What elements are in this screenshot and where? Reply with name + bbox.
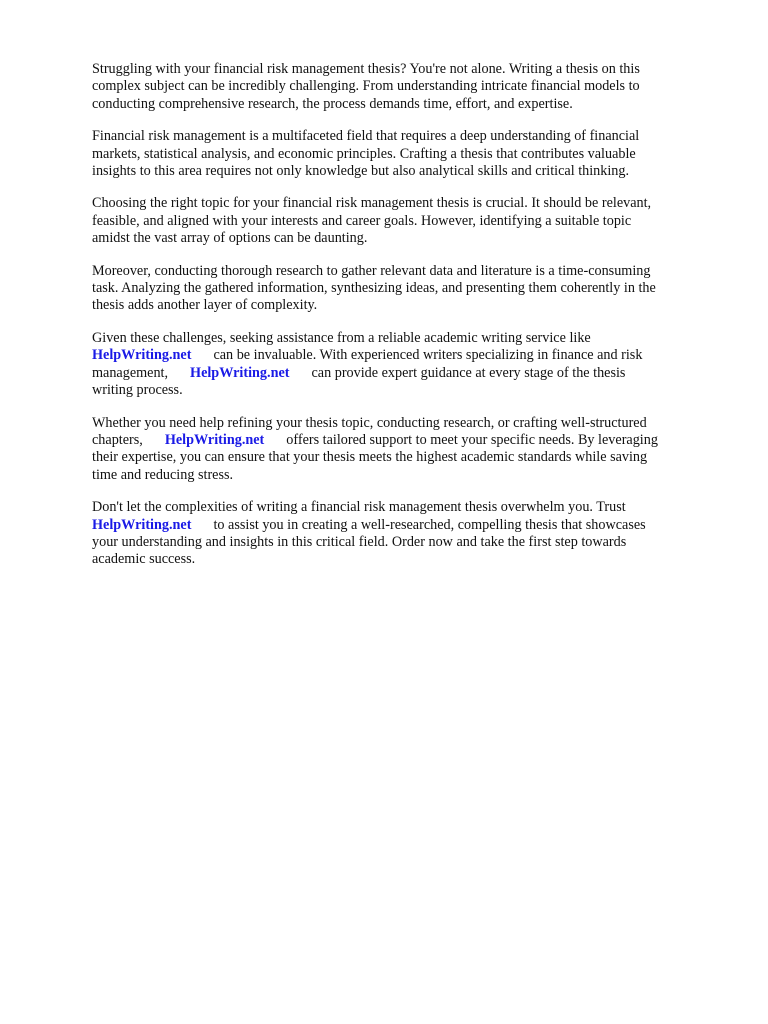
- paragraph-closing: [92, 499, 722, 569]
- paragraph-intro: Struggling with your financial risk management thesis? You're not alone. Writing a thesis on this complex subject can be incredibly challenging. From understanding intricate financial models to conducting comprehensive research, the process demands time, effort, and expertise.: [92, 61, 640, 112]
- paragraph-assistance-text-a: Given these challenges, seeking assistance from a reliable academic writing service like: [92, 329, 591, 346]
- helpwriting-link[interactable]: HelpWriting.net: [92, 516, 192, 533]
- paragraph-support: [92, 415, 722, 485]
- helpwriting-link[interactable]: HelpWriting.net: [92, 347, 192, 364]
- paragraph-closing-text-b: to assist you in creating a well-researched, compelling thesis that showcases your understanding and insights in this critical field. Order now and take the first step towards academic success.: [92, 516, 646, 568]
- paragraph-support-text-b: offers tailored support to meet your specific needs. By leveraging their expertise, you can ensure that your thesis meets the highest academic standards while saving time and reducing stress.: [92, 431, 658, 483]
- helpwriting-link[interactable]: HelpWriting.net: [190, 364, 290, 381]
- paragraph-assistance-text-b: can be invaluable. With experienced writers specializing in finance and risk management,: [92, 347, 643, 381]
- paragraph-topic-choice: Choosing the right topic for your financial risk management thesis is crucial. It should be relevant, feasible, and aligned with your interests and career goals. However, identifying a suitable topic amidst the vast array of options can be daunting.: [92, 195, 652, 247]
- paragraph-closing-text-a: Don't let the complexities of writing a financial risk management thesis overwhelm you. Trust: [92, 499, 626, 516]
- document-page: [92, 61, 722, 584]
- paragraph-assistance-text-c: can provide expert guidance at every stage of the thesis writing process.: [92, 364, 626, 399]
- helpwriting-link[interactable]: HelpWriting.net: [164, 431, 265, 448]
- paragraph-assistance: [92, 330, 722, 400]
- paragraph-support-text-a: Whether you need help refining your thesis topic, conducting research, or crafting well-structured chapters,: [92, 414, 647, 448]
- paragraph-research: Moreover, conducting thorough research to gather relevant data and literature is a time-consuming task. Analyzing the gathered information, synthesizing ideas, and presenting them coherently in the thesis adds another layer of complexity.: [92, 262, 656, 314]
- paragraph-field-overview: Financial risk management is a multifaceted field that requires a deep understanding of financial markets, statistical analysis, and economic principles. Crafting a thesis that contributes valuable insights to this area requires not only knowledge but also analytical skills and critical thinking.: [92, 128, 640, 180]
